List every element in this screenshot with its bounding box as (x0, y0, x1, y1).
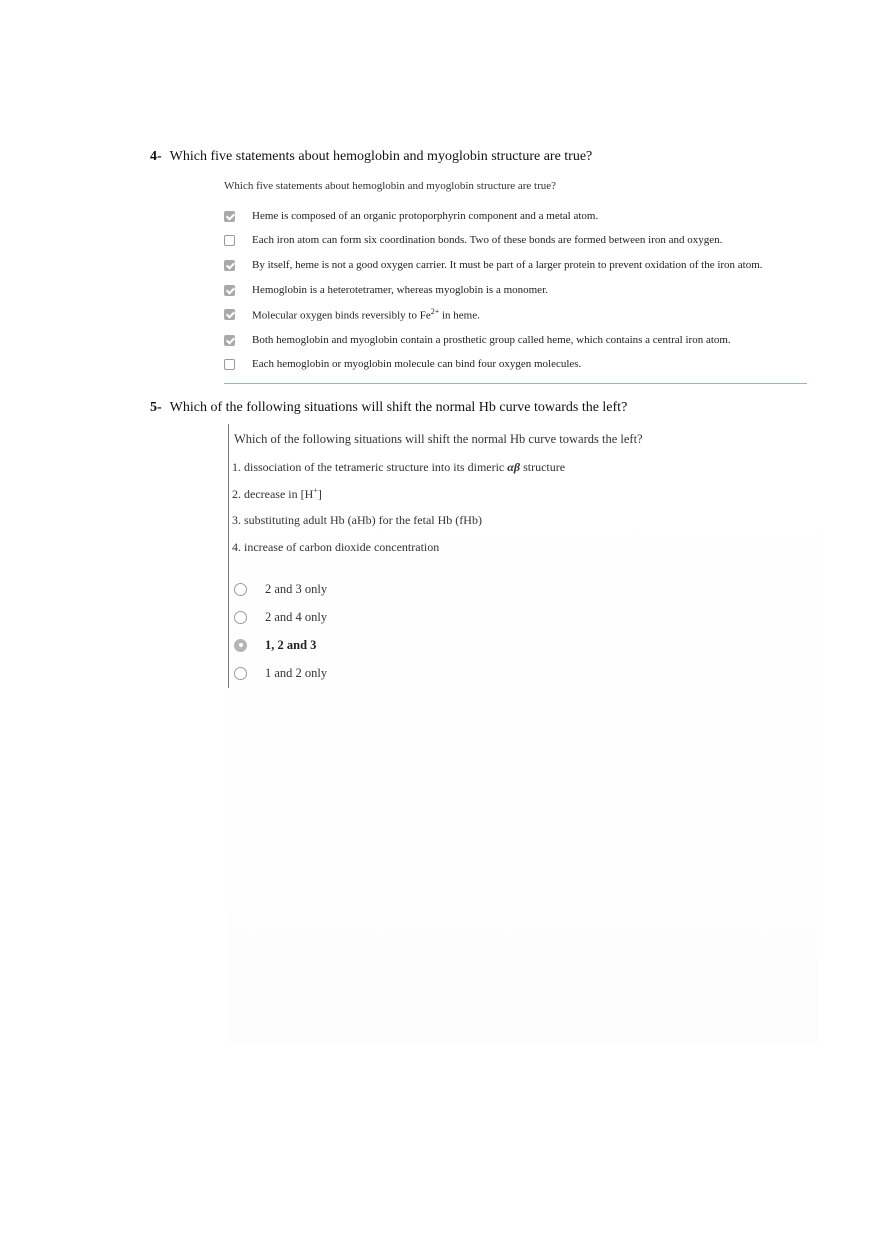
choice-label: 1, 2 and 3 (265, 637, 317, 652)
statement-text: 1. dissociation of the tetrameric structure into its dimeric (232, 460, 505, 474)
choice-label: 1 and 2 only (265, 665, 328, 680)
statement-2 (232, 486, 322, 502)
option-row[interactable] (224, 306, 480, 322)
divider (224, 383, 807, 384)
choice-label: 2 and 4 only (265, 609, 328, 624)
checkbox-unchecked-icon[interactable] (224, 359, 235, 370)
checkbox-checked-icon[interactable] (224, 285, 235, 296)
statement-text: ] (317, 487, 322, 501)
option-row[interactable] (224, 332, 731, 348)
checkbox-checked-icon[interactable] (224, 335, 235, 346)
checkbox-checked-icon[interactable] (224, 211, 235, 222)
question-5-number: 5- (150, 400, 162, 415)
alpha-beta-symbol: αβ (507, 460, 521, 474)
checkbox-checked-icon[interactable] (224, 260, 235, 271)
radio-unselected-icon[interactable] (234, 667, 247, 680)
radio-selected-icon[interactable] (234, 639, 247, 652)
option-text-part: Molecular oxygen binds reversibly to Fe (252, 309, 431, 322)
question-4-screenshot (222, 174, 807, 386)
radio-unselected-icon[interactable] (234, 583, 247, 596)
statement-4: 4. increase of carbon dioxide concentration (232, 540, 440, 554)
option-row[interactable] (224, 208, 598, 224)
statement-1 (232, 460, 565, 475)
statement-text: 2. decrease in [H (232, 487, 314, 501)
option-text-part: in heme. (439, 309, 480, 322)
option-text: By itself, heme is not a good oxygen carrier. It must be part of a larger protein to prevent oxidation of the iron atom. (252, 259, 763, 271)
choice-label: 2 and 3 only (265, 581, 328, 596)
option-text: Each iron atom can form six coordination bonds. Two of these bonds are formed between iron and oxygen. (252, 234, 723, 246)
left-border (228, 424, 229, 688)
radio-unselected-icon[interactable] (234, 611, 247, 624)
option-row[interactable] (224, 282, 548, 298)
question-4-heading (150, 149, 592, 165)
option-text: Each hemoglobin or myoglobin molecule can bind four oxygen molecules. (252, 358, 582, 370)
superscript: 2+ (430, 306, 440, 316)
statement-3: 3. substituting adult Hb (aHb) for the fetal Hb (fHb) (232, 513, 482, 527)
option-text: Both hemoglobin and myoglobin contain a prosthetic group called heme, which contains a central iron atom. (252, 334, 731, 346)
choice-row[interactable] (234, 608, 327, 626)
option-row[interactable] (224, 257, 763, 273)
option-text (252, 307, 480, 322)
choice-row-selected[interactable] (234, 636, 316, 654)
question-4-number: 4- (150, 149, 162, 164)
superscript: + (313, 486, 318, 495)
checkbox-checked-icon[interactable] (224, 309, 235, 320)
option-text: Hemoglobin is a heterotetramer, whereas myoglobin is a monomer. (252, 284, 548, 296)
question-5-text: Which of the following situations will shift the normal Hb curve towards the left? (169, 400, 628, 415)
choice-row[interactable] (234, 664, 327, 682)
option-row[interactable] (224, 232, 722, 248)
option-text: Heme is composed of an organic protoporphyrin component and a metal atom. (252, 210, 599, 222)
checkbox-unchecked-icon[interactable] (224, 235, 235, 246)
option-row[interactable] (224, 356, 581, 372)
question-5-inner-prompt: Which of the following situations will shift the normal Hb curve towards the left? (234, 432, 643, 446)
question-5-screenshot (228, 424, 818, 1044)
choice-row[interactable] (234, 580, 327, 598)
question-4-text: Which five statements about hemoglobin and myoglobin structure are true? (169, 149, 593, 164)
question-5-heading (150, 400, 627, 416)
statement-text: structure (523, 460, 566, 474)
question-4-inner-prompt: Which five statements about hemoglobin and myoglobin structure are true? (224, 180, 557, 192)
